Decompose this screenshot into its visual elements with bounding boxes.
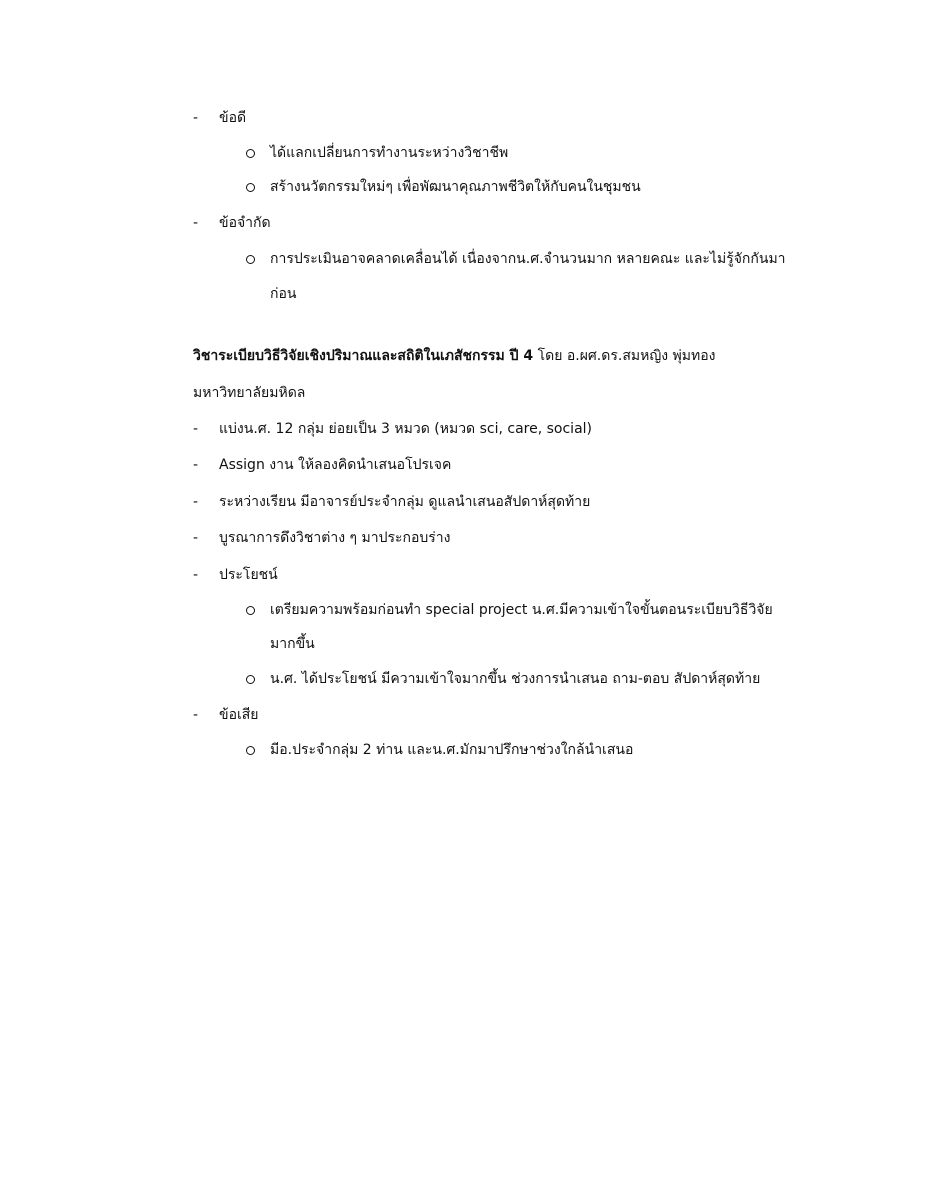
pros-item: สร้างนวัตกรรมใหม่ๆ เพื่อพัฒนาคุณภาพชีวิตให้กับคนในชุมชน — [270, 179, 641, 195]
limits-item-line2: ก่อน — [270, 286, 297, 302]
pros-label: ข้อดี — [219, 110, 247, 126]
limits-item-line1: การประเมินอาจคลาดเคลื่อนได้ เนื่องจากน.ศ.จำนวนมาก หลายคณะ และไม่รู้จักกันมา — [270, 251, 786, 267]
bullet-circle-icon — [246, 255, 255, 264]
bullet-dash: - — [193, 494, 199, 510]
benefits-item-line1: เตรียมความพร้อมก่อนทำ special project น.ศ.มีความเข้าใจขั้นตอนระเบียบวิธีวิจัย — [270, 602, 773, 618]
list-item: Assign งาน ให้ลองคิดนำเสนอโปรเจค — [219, 457, 452, 473]
bullet-dash: - — [193, 110, 199, 126]
bullet-dash: - — [193, 421, 199, 437]
list-item: ระหว่างเรียน มีอาจารย์ประจำกลุ่ม ดูแลนำเสนอสัปดาห์สุดท้าย — [219, 494, 591, 510]
cons-item: มีอ.ประจำกลุ่ม 2 ท่าน และน.ศ.มักมาปรึกษาช่วงใกล้นำเสนอ — [270, 742, 634, 758]
cons-label: ข้อเสีย — [219, 707, 259, 723]
course-title-bold: วิชาระเบียบวิธีวิจัยเชิงปริมาณและสถิติในเภสัชกรรม ปี 4 — [193, 348, 534, 364]
benefits-item-line2: มากขึ้น — [270, 636, 315, 652]
bullet-dash: - — [193, 457, 199, 473]
list-item: บูรณาการดึงวิชาต่าง ๆ มาประกอบร่าง — [219, 530, 451, 546]
benefits-item-line1: น.ศ. ได้ประโยชน์ มีความเข้าใจมากขึ้น ช่วงการนำเสนอ ถาม-ตอบ สัปดาห์สุดท้าย — [270, 671, 761, 687]
bullet-dash: - — [193, 530, 199, 546]
bullet-dash: - — [193, 567, 199, 583]
bullet-circle-icon — [246, 746, 255, 755]
institution: มหาวิทยาลัยมหิดล — [193, 385, 306, 401]
pros-item: ได้แลกเปลี่ยนการทำงานระหว่างวิชาชีพ — [270, 145, 509, 161]
benefits-label: ประโยชน์ — [219, 567, 278, 583]
bullet-dash: - — [193, 215, 199, 231]
bullet-circle-icon — [246, 675, 255, 684]
list-item: แบ่งน.ศ. 12 กลุ่ม ย่อยเป็น 3 หมวด (หมวด sci, care, social) — [219, 421, 592, 437]
bullet-circle-icon — [246, 183, 255, 192]
bullet-circle-icon — [246, 149, 255, 158]
bullet-dash: - — [193, 707, 199, 723]
limits-label: ข้อจำกัด — [219, 215, 271, 231]
course-title — [193, 346, 715, 366]
bullet-circle-icon — [246, 606, 255, 615]
course-title-instructor: โดย อ.ผศ.ดร.สมหญิง พุ่มทอง — [533, 348, 716, 364]
